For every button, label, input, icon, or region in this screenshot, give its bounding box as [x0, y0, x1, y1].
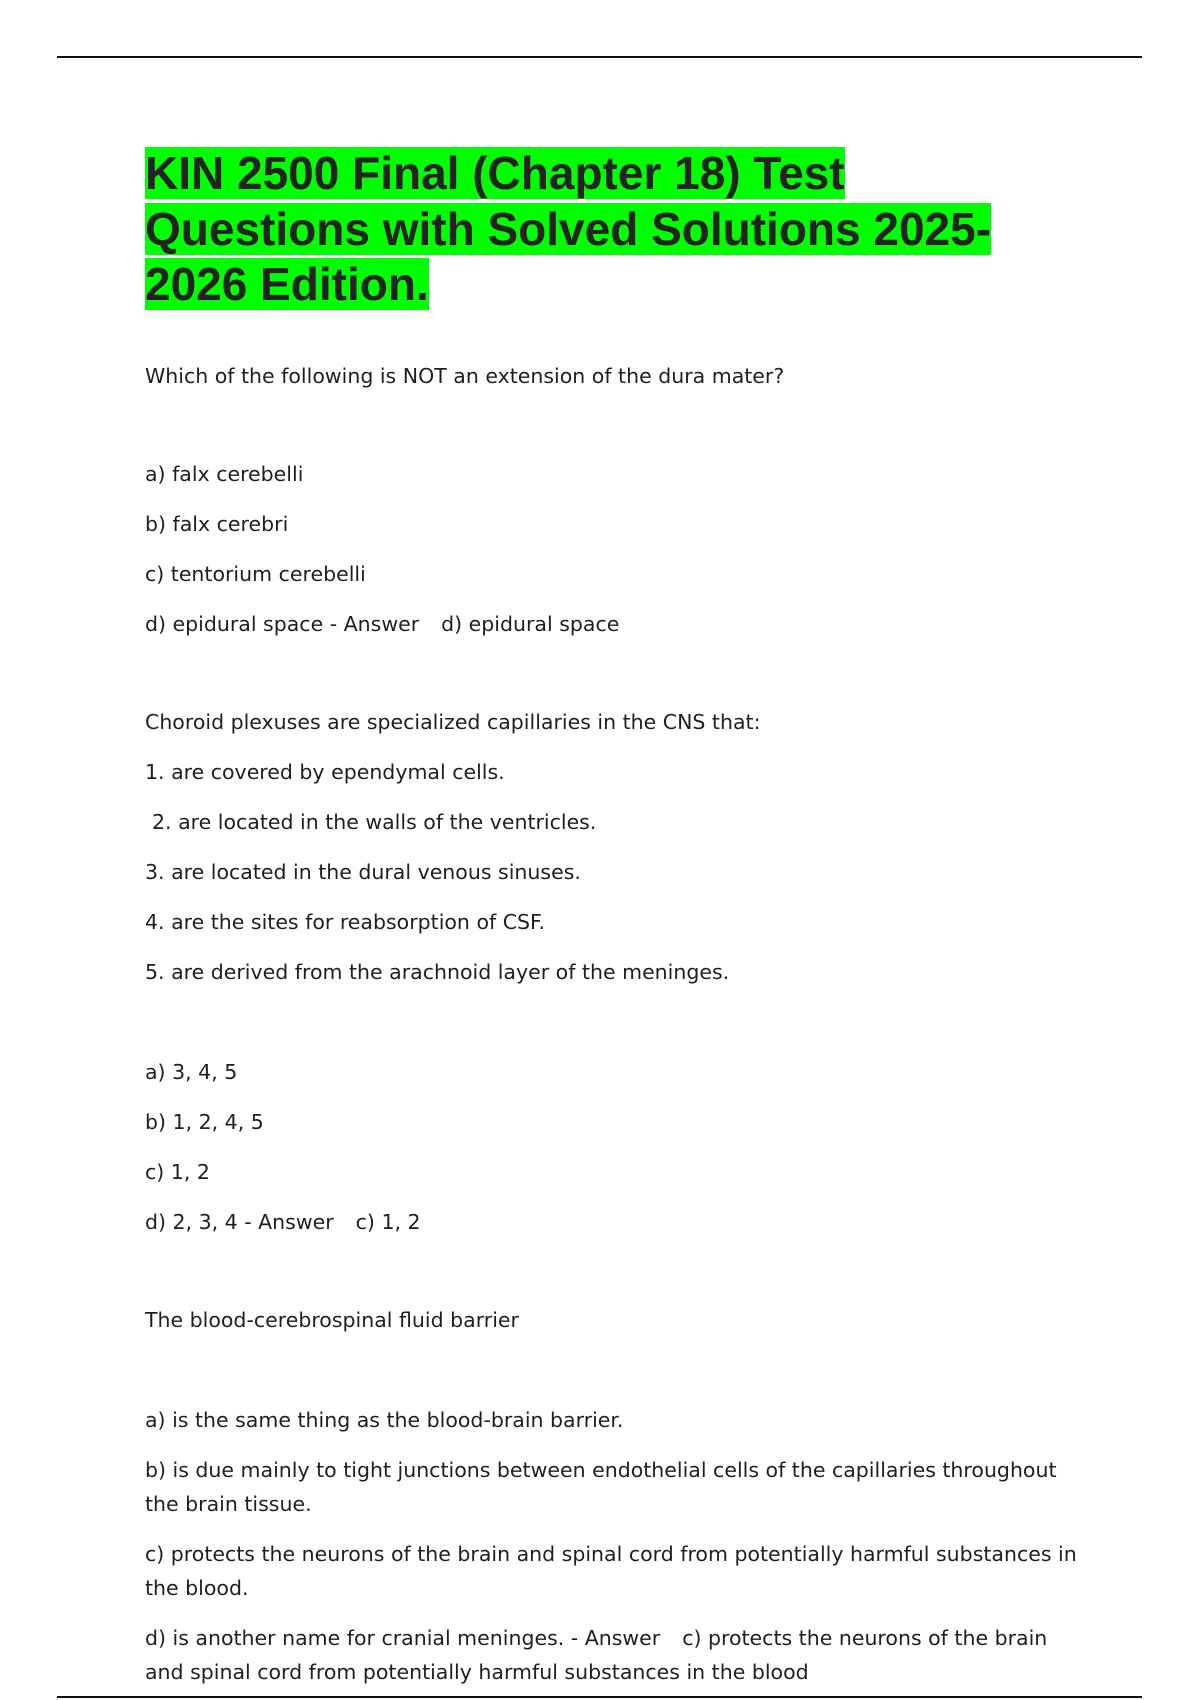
question-1	[145, 359, 1080, 641]
question-3	[145, 1303, 1080, 1689]
answer-text: c) 1, 2	[355, 1209, 421, 1234]
header-rule	[57, 56, 1142, 58]
statement-3: 3. are located in the dural venous sinuses.	[145, 859, 581, 884]
option-d-with-answer	[145, 607, 1080, 641]
option-d: d) 2, 3, 4 - Answer	[145, 1209, 334, 1234]
option-d: d) epidural space - Answer	[145, 611, 420, 636]
question-prompt: Choroid plexuses are specialized capillaries in the CNS that:	[145, 709, 761, 734]
option-b: b) is due mainly to tight junctions between endothelial cells of the capillaries throughout the brain tissue.	[145, 1457, 1057, 1516]
option-b: b) falx cerebri	[145, 511, 289, 536]
footer-rule	[57, 1696, 1142, 1698]
question-prompt: Which of the following is NOT an extension of the dura mater?	[145, 363, 785, 388]
option-d-with-answer	[145, 1621, 1080, 1689]
question-2	[145, 705, 1080, 1239]
option-c: c) protects the neurons of the brain and spinal cord from potentially harmful substances in the blood.	[145, 1541, 1077, 1600]
document-title: KIN 2500 Final (Chapter 18) Test Questions with Solved Solutions 2025-2026 Edition.	[145, 147, 992, 310]
document-body	[145, 146, 1080, 1689]
question-prompt: The blood-cerebrospinal fluid barrier	[145, 1307, 519, 1332]
statement-4: 4. are the sites for reabsorption of CSF.	[145, 909, 546, 934]
answer-text: d) epidural space	[441, 611, 620, 636]
option-c: c) tentorium cerebelli	[145, 561, 366, 586]
statement-1: 1. are covered by ependymal cells.	[145, 759, 505, 784]
option-d-with-answer	[145, 1205, 1080, 1239]
option-d: d) is another name for cranial meninges. - Answer	[145, 1625, 661, 1650]
option-a: a) falx cerebelli	[145, 461, 304, 486]
statement-2: 2. are located in the walls of the ventricles.	[152, 809, 597, 834]
option-a: a) 3, 4, 5	[145, 1059, 238, 1084]
option-c: c) 1, 2	[145, 1159, 210, 1184]
option-a: a) is the same thing as the blood-brain barrier.	[145, 1407, 624, 1432]
option-b: b) 1, 2, 4, 5	[145, 1109, 264, 1134]
answer-text: c) protects the neurons of the brain and spinal cord from potentially harmful substances in the blood	[145, 1625, 1048, 1684]
statement-5: 5. are derived from the arachnoid layer of the meninges.	[145, 959, 730, 984]
